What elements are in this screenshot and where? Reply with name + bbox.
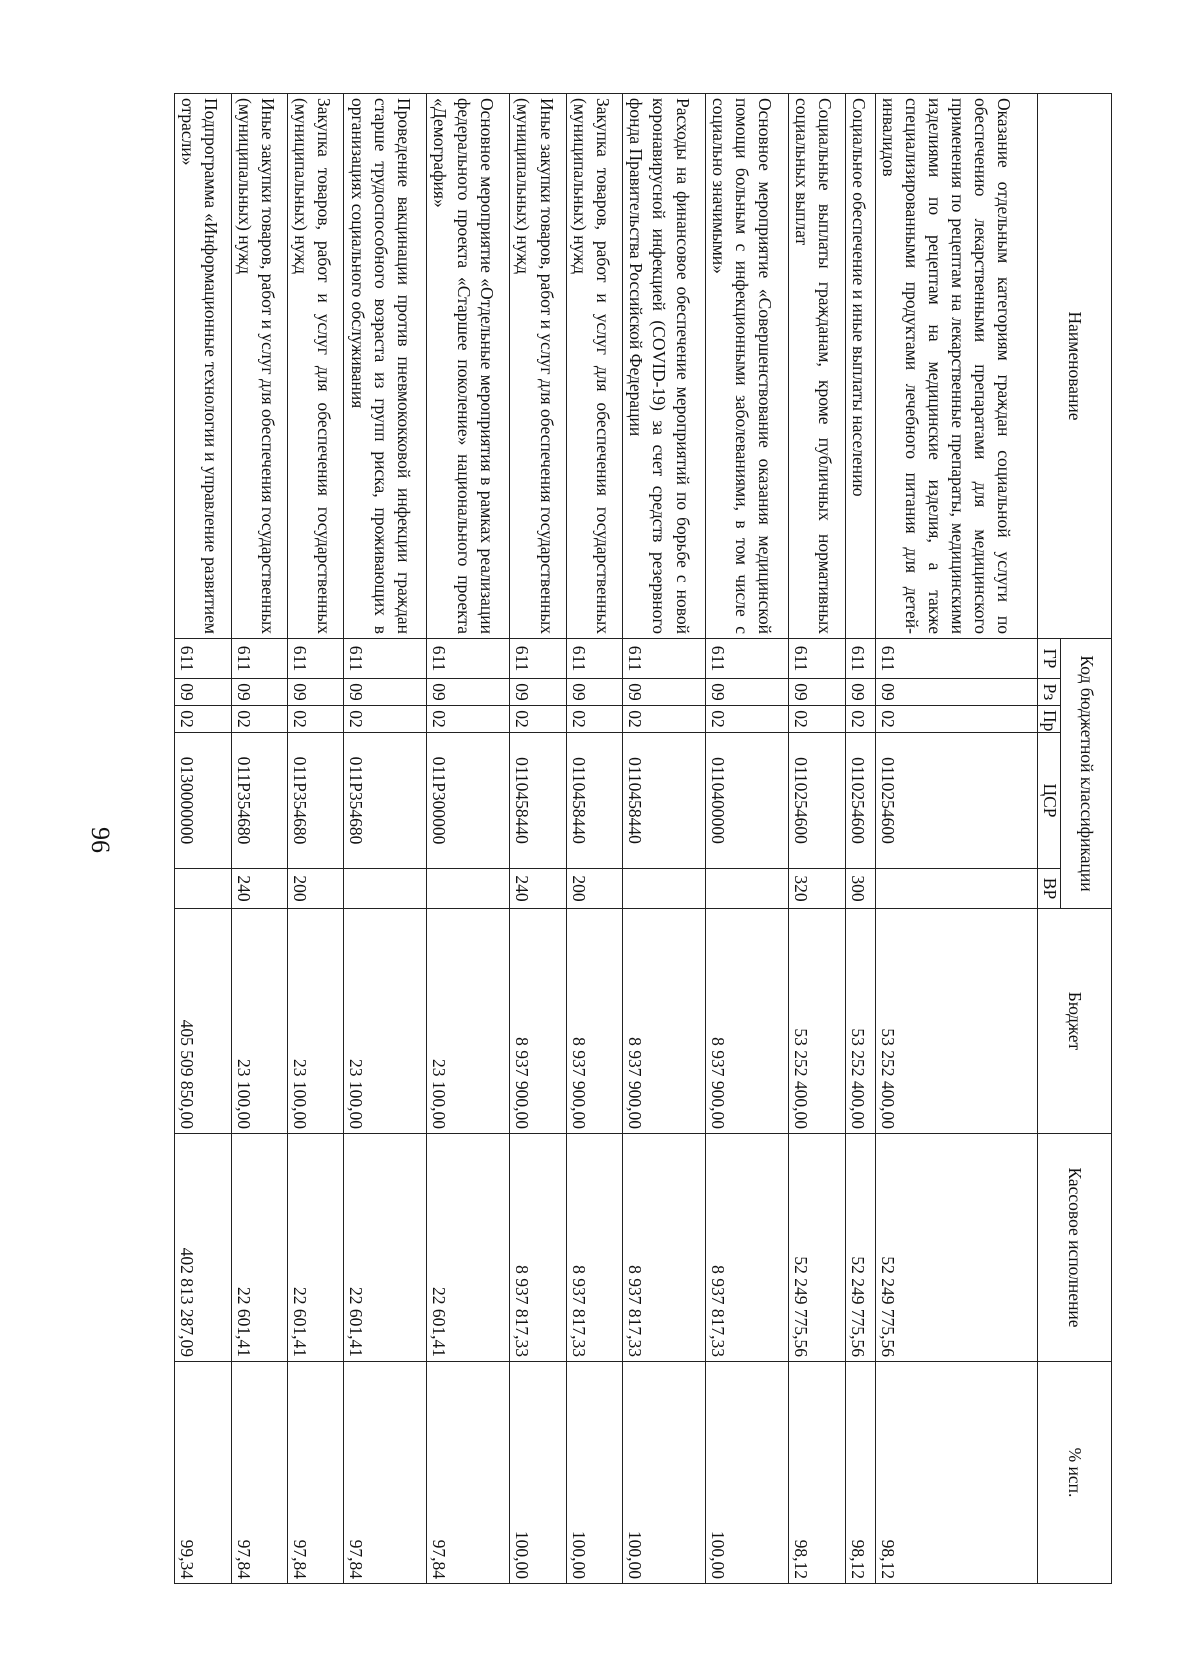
- row-execution-cell: 52 249 775,56: [875, 1134, 1037, 1362]
- row-rz-cell: 09: [566, 679, 622, 706]
- row-pr-cell: 02: [427, 706, 510, 733]
- table-row: [344, 94, 427, 1584]
- table-row: [706, 94, 789, 1584]
- row-gr-cell: 611: [510, 639, 566, 679]
- table-row: [845, 94, 875, 1584]
- row-execution-cell: 52 249 775,56: [845, 1134, 875, 1362]
- page-number: 96: [86, 827, 115, 853]
- row-rz-cell: 09: [427, 679, 510, 706]
- row-pr-cell: 02: [510, 706, 566, 733]
- row-execution-cell: 22 601,41: [427, 1134, 510, 1362]
- row-csr-cell: 011Р354680: [287, 733, 343, 869]
- row-pr-cell: 02: [231, 706, 287, 733]
- table-row: [510, 94, 566, 1584]
- row-budget-cell: 23 100,00: [231, 909, 287, 1134]
- row-csr-cell: 0110458440: [510, 733, 566, 869]
- row-vr-cell: 200: [566, 869, 622, 909]
- row-gr-cell: 611: [344, 639, 427, 679]
- row-vr-cell: [623, 869, 706, 909]
- row-rz-cell: 09: [875, 679, 1037, 706]
- row-gr-cell: 611: [566, 639, 622, 679]
- row-csr-cell: 011Р300000: [427, 733, 510, 869]
- row-csr-cell: 0110254600: [875, 733, 1037, 869]
- header-pct: % исп.: [1038, 1362, 1112, 1584]
- row-execution-cell: 402 813 287,09: [175, 1134, 232, 1362]
- row-name-cell: Проведение вакцинации против пневмококковой инфекции граждан старше трудоспособного возраста из групп риска, проживающих в организациях социального обслуживания: [344, 94, 427, 639]
- row-vr-cell: 300: [845, 869, 875, 909]
- row-csr-cell: 0110254600: [845, 733, 875, 869]
- row-vr-cell: [706, 869, 789, 909]
- row-rz-cell: 09: [706, 679, 789, 706]
- row-budget-cell: 23 100,00: [287, 909, 343, 1134]
- row-budget-cell: 53 252 400,00: [789, 909, 845, 1134]
- row-budget-cell: 23 100,00: [344, 909, 427, 1134]
- row-budget-cell: 8 937 900,00: [623, 909, 706, 1134]
- table-row: [566, 94, 622, 1584]
- header-vr: ВР: [1038, 869, 1061, 909]
- row-pct-cell: 97,84: [287, 1362, 343, 1584]
- row-budget-cell: 23 100,00: [427, 909, 510, 1134]
- row-csr-cell: 0110400000: [706, 733, 789, 869]
- table-row: [175, 94, 232, 1584]
- table-body: [175, 94, 1038, 1584]
- row-execution-cell: 8 937 817,33: [623, 1134, 706, 1362]
- row-vr-cell: [875, 869, 1037, 909]
- row-name-cell: Иные закупки товаров, работ и услуг для обеспечения государственных (муниципальных) нужд: [510, 94, 566, 639]
- row-budget-cell: 8 937 900,00: [510, 909, 566, 1134]
- row-execution-cell: 22 601,41: [231, 1134, 287, 1362]
- row-pr-cell: 02: [623, 706, 706, 733]
- row-vr-cell: 240: [510, 869, 566, 909]
- row-name-cell: Закупка товаров, работ и услуг для обеспечения государственных (муниципальных) нужд: [287, 94, 343, 639]
- row-pr-cell: 02: [706, 706, 789, 733]
- row-name-cell: Оказание отдельным категориям граждан социальной услуги по обеспечению лекарственными препаратами для медицинского применения по рецептам на лекарственные препараты, медицинскими изделиями по рецептам на медицинские изделия, а также специализированными продуктами лечебного питания для детей-инвалидов: [875, 94, 1037, 639]
- row-gr-cell: 611: [175, 639, 232, 679]
- row-vr-cell: [427, 869, 510, 909]
- row-gr-cell: 611: [789, 639, 845, 679]
- row-name-cell: Расходы на финансовое обеспечение мероприятий по борьбе с новой коронавирусной инфекцией (COVID-19) за счет средств резервного фонда Правительства Российской Федерации: [623, 94, 706, 639]
- row-rz-cell: 09: [789, 679, 845, 706]
- row-execution-cell: 8 937 817,33: [510, 1134, 566, 1362]
- row-execution-cell: 8 937 817,33: [566, 1134, 622, 1362]
- row-gr-cell: 611: [231, 639, 287, 679]
- row-budget-cell: 53 252 400,00: [845, 909, 875, 1134]
- row-budget-cell: 8 937 900,00: [566, 909, 622, 1134]
- row-pr-cell: 02: [287, 706, 343, 733]
- row-csr-cell: 0130000000: [175, 733, 232, 869]
- row-execution-cell: 22 601,41: [287, 1134, 343, 1362]
- budget-table: [174, 93, 1112, 1584]
- row-csr-cell: 011Р354680: [231, 733, 287, 869]
- row-csr-cell: 0110458440: [623, 733, 706, 869]
- row-vr-cell: 240: [231, 869, 287, 909]
- header-budget: Бюджет: [1038, 909, 1112, 1134]
- row-pct-cell: 97,84: [427, 1362, 510, 1584]
- row-csr-cell: 0110458440: [566, 733, 622, 869]
- row-name-cell: Социальное обеспечение и иные выплаты населению: [845, 94, 875, 639]
- row-pct-cell: 98,12: [789, 1362, 845, 1584]
- row-rz-cell: 09: [344, 679, 427, 706]
- row-name-cell: Иные закупки товаров, работ и услуг для обеспечения государственных (муниципальных) нужд: [231, 94, 287, 639]
- row-pr-cell: 02: [175, 706, 232, 733]
- table-row: [789, 94, 845, 1584]
- row-gr-cell: 611: [845, 639, 875, 679]
- header-csr: ЦСР: [1038, 733, 1061, 869]
- row-pct-cell: 100,00: [566, 1362, 622, 1584]
- row-execution-cell: 8 937 817,33: [706, 1134, 789, 1362]
- row-pct-cell: 100,00: [510, 1362, 566, 1584]
- header-pr: Пр: [1038, 706, 1061, 733]
- row-pr-cell: 02: [566, 706, 622, 733]
- row-pct-cell: 98,12: [845, 1362, 875, 1584]
- table-row: [427, 94, 510, 1584]
- row-rz-cell: 09: [175, 679, 232, 706]
- row-pct-cell: 100,00: [623, 1362, 706, 1584]
- row-csr-cell: 011Р354680: [344, 733, 427, 869]
- table-row: [287, 94, 343, 1584]
- row-name-cell: Основное мероприятие «Совершенствование оказания медицинской помощи больным с инфекционными заболеваниями, в том числе с социально значимыми»: [706, 94, 789, 639]
- row-pct-cell: 100,00: [706, 1362, 789, 1584]
- row-pr-cell: 02: [344, 706, 427, 733]
- row-gr-cell: 611: [287, 639, 343, 679]
- row-gr-cell: 611: [706, 639, 789, 679]
- row-name-cell: Основное мероприятие «Отдельные мероприятия в рамках реализации федерального проекта «Старшее поколение» национального проекта «Демография»: [427, 94, 510, 639]
- budget-table-wrapper: [174, 93, 1112, 1583]
- row-rz-cell: 09: [510, 679, 566, 706]
- row-budget-cell: 53 252 400,00: [875, 909, 1037, 1134]
- row-pct-cell: 97,84: [344, 1362, 427, 1584]
- row-pct-cell: 97,84: [231, 1362, 287, 1584]
- row-pr-cell: 02: [875, 706, 1037, 733]
- row-budget-cell: 8 937 900,00: [706, 909, 789, 1134]
- row-rz-cell: 09: [287, 679, 343, 706]
- row-vr-cell: [175, 869, 232, 909]
- header-name: Наименование: [1038, 94, 1112, 639]
- row-execution-cell: 52 249 775,56: [789, 1134, 845, 1362]
- row-pr-cell: 02: [789, 706, 845, 733]
- row-pct-cell: 99,34: [175, 1362, 232, 1584]
- header-rz: Рз: [1038, 679, 1061, 706]
- row-rz-cell: 09: [623, 679, 706, 706]
- row-pct-cell: 98,12: [875, 1362, 1037, 1584]
- row-vr-cell: 320: [789, 869, 845, 909]
- row-rz-cell: 09: [845, 679, 875, 706]
- header-code-group: Код бюджетной классификации: [1061, 639, 1112, 909]
- row-csr-cell: 0110254600: [789, 733, 845, 869]
- row-rz-cell: 09: [231, 679, 287, 706]
- header-gr: ГР: [1038, 639, 1061, 679]
- row-name-cell: Подпрограмма «Информационные технологии и управление развитием отрасли»: [175, 94, 232, 639]
- header-execution: Кассовое исполнение: [1038, 1134, 1112, 1362]
- row-pr-cell: 02: [845, 706, 875, 733]
- table-row: [623, 94, 706, 1584]
- row-budget-cell: 405 509 850,00: [175, 909, 232, 1134]
- row-name-cell: Закупка товаров, работ и услуг для обеспечения государственных (муниципальных) нужд: [566, 94, 622, 639]
- table-row: [875, 94, 1037, 1584]
- row-gr-cell: 611: [623, 639, 706, 679]
- row-gr-cell: 611: [427, 639, 510, 679]
- row-vr-cell: [344, 869, 427, 909]
- row-gr-cell: 611: [875, 639, 1037, 679]
- row-execution-cell: 22 601,41: [344, 1134, 427, 1362]
- row-name-cell: Социальные выплаты гражданам, кроме публичных нормативных социальных выплат: [789, 94, 845, 639]
- table-row: [231, 94, 287, 1584]
- row-vr-cell: 200: [287, 869, 343, 909]
